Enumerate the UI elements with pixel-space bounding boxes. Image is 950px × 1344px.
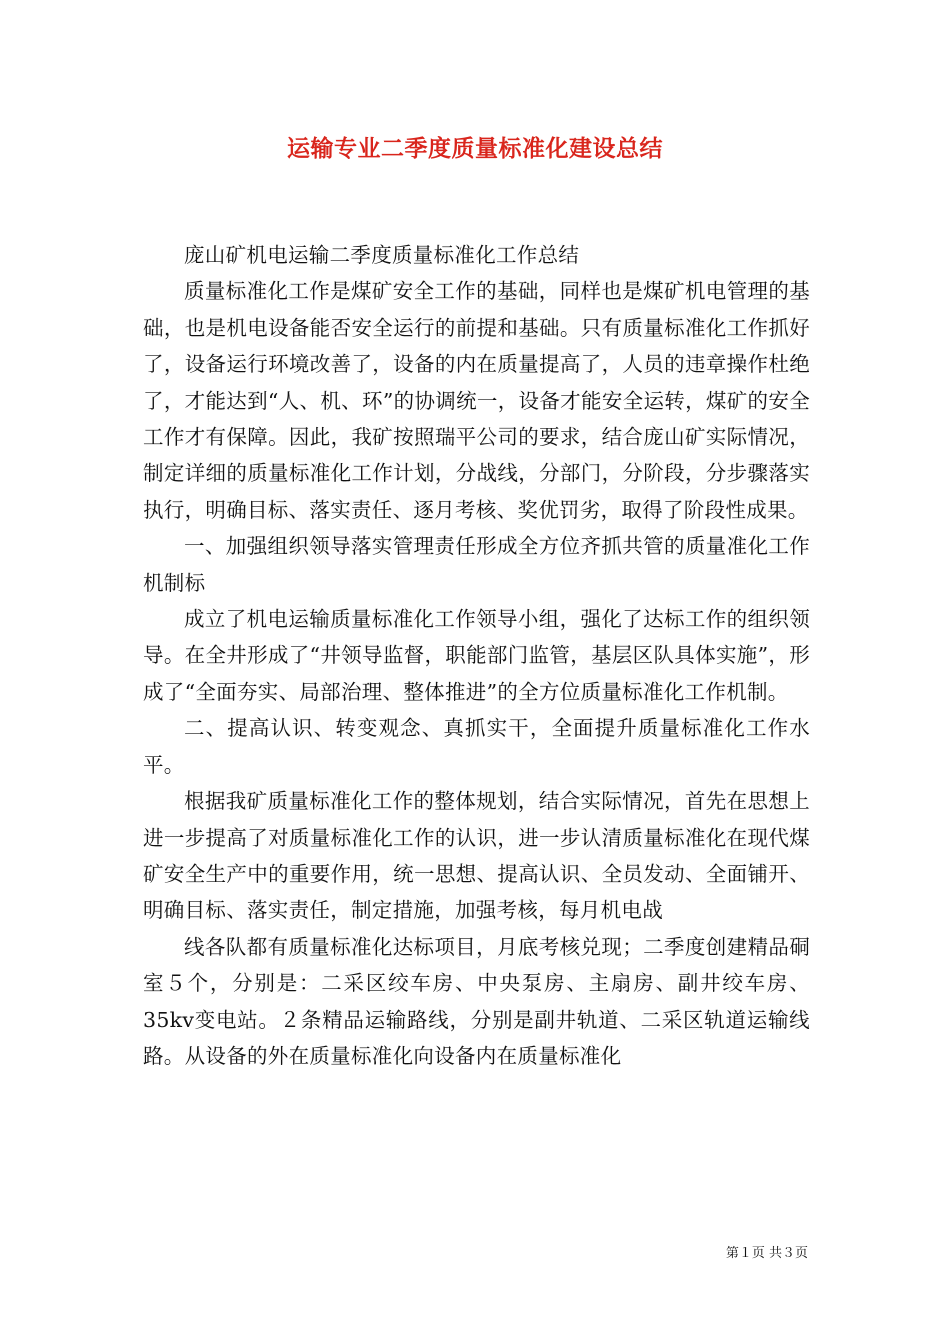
section-heading-2: 二、提高认识、转变观念、真抓实干，全面提升质量标准化工作水平。	[143, 716, 810, 777]
paragraph-section-2-continued: 线各队都有质量标准化达标项目，月底考核兑现；二季度创建精品硐室５个，分别是：二采区绞车房、中央泵房、主扇房、副井绞车房、35kv变电站。２条精品运输路线，分别是副井轨道、二采区轨道运输线路。从设备的外在质量标准化向设备内在质量标准化	[143, 934, 810, 1068]
paragraph-section-2: 根据我矿质量标准化工作的整体规划，结合实际情况，首先在思想上进一步提高了对质量标准化工作的认识，进一步认清质量标准化在现代煤矿安全生产中的重要作用，统一思想、提高认识、全员发动、全面铺开、明确目标、落实责任，制定措施，加强考核，每月机电战	[143, 789, 810, 923]
document-body	[143, 237, 810, 1074]
document-title: 运输专业二季度质量标准化建设总结	[287, 135, 663, 162]
paragraph-intro: 质量标准化工作是煤矿安全工作的基础，同样也是煤矿机电管理的基础，也是机电设备能否安全运行的前提和基础。只有质量标准化工作抓好了，设备运行环境改善了，设备的内在质量提高了，人员的违章操作杜绝了，才能达到“人、机、环”的协调统一，设备才能安全运转，煤矿的安全工作才有保障。因此，我矿按照瑞平公司的要求，结合庞山矿实际情况，制定详细的质量标准化工作计划，分战线，分部门，分阶段，分步骤落实执行，明确目标、落实责任、逐月考核、奖优罚劣，取得了阶段性成果。	[143, 279, 810, 522]
paragraph-section-1: 成立了机电运输质量标准化工作领导小组，强化了达标工作的组织领导。在全井形成了“井领导监督，职能部门监管，基层区队具体实施”，形成了“全面夯实、局部治理、整体推进”的全方位质量标准化工作机制。	[143, 607, 810, 704]
paragraph-subtitle: 庞山矿机电运输二季度质量标准化工作总结	[184, 243, 580, 267]
section-heading-1: 一、加强组织领导落实管理责任形成全方位齐抓共管的质量准化工作机制标	[143, 534, 810, 595]
page-number: 第１页 共３页	[725, 1246, 808, 1261]
